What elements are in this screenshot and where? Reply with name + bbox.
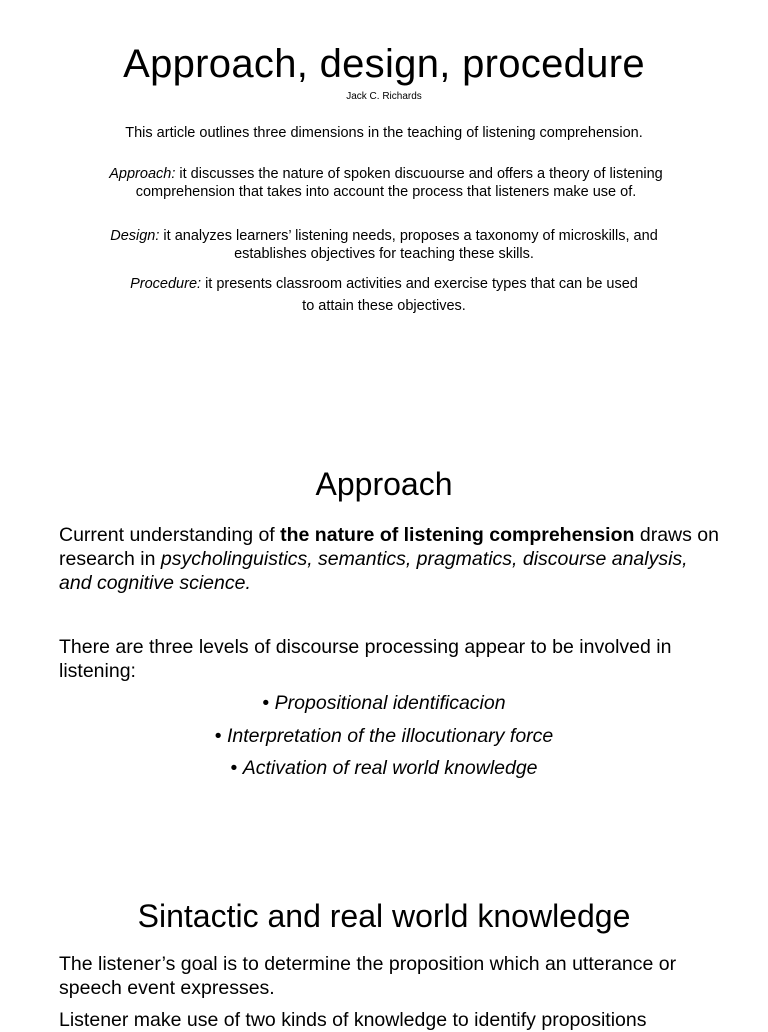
abstract-design (104, 227, 664, 263)
slide-approach-design-procedure (0, 0, 768, 340)
knowledge-kinds-paragraph: Listener make use of two kinds of knowledge to identify propositions (59, 1009, 647, 1031)
slide-approach (0, 440, 768, 840)
list-item (0, 724, 768, 757)
bullet-icon: • (230, 757, 243, 779)
approach-text: it discusses the nature of spoken discuourse and offers a theory of listening comprehension that takes into account the process that listeners make use of. (135, 166, 663, 200)
slide-title: Sintactic and real world knowledge (137, 898, 631, 934)
procedure-text-continued: to attain these objectives. (302, 298, 466, 314)
levels-paragraph: There are three levels of discourse processing appear to be involved in listening: (59, 636, 672, 682)
bullet-icon: • (262, 692, 275, 714)
text-fragment: Current understanding of (59, 524, 281, 546)
slide-sintactic-knowledge (0, 870, 768, 1031)
design-label: Design: (110, 228, 160, 244)
procedure-text: it presents classroom activities and exercise types that can be used (201, 276, 638, 292)
list-item (0, 691, 768, 724)
abstract-intro: This article outlines three dimensions in the teaching of listening comprehension. (125, 125, 643, 141)
author-name: Jack C. Richards (346, 91, 422, 102)
list-item-text: Activation of real world knowledge (242, 757, 538, 779)
goal-paragraph: The listener’s goal is to determine the proposition which an utterance or speech event expresses. (59, 953, 677, 999)
bullet-icon: • (214, 724, 227, 747)
slide-title: Approach, design, procedure (123, 42, 645, 86)
abstract-approach (86, 165, 686, 201)
list-item (0, 756, 768, 789)
slide-title: Approach (315, 466, 453, 502)
abstract-procedure (84, 275, 684, 315)
list-item-text: Propositional identificacion (274, 692, 506, 714)
bold-phrase: the nature of listening comprehension (280, 524, 635, 546)
design-text: it analyzes learners’ listening needs, proposes a taxonomy of microskills, and establishes objectives for teaching these skills. (159, 228, 658, 262)
text-fragment: draws on research in (59, 524, 719, 570)
approach-label: Approach: (109, 166, 176, 182)
italic-phrase: psycholinguistics, semantics, pragmatics, discourse analysis, and cognitive science. (59, 548, 688, 594)
understanding-paragraph (59, 523, 719, 595)
list-item-text: Interpretation of the illocutionary force (226, 724, 554, 747)
levels-list (0, 691, 768, 789)
procedure-label: Procedure: (130, 276, 202, 292)
